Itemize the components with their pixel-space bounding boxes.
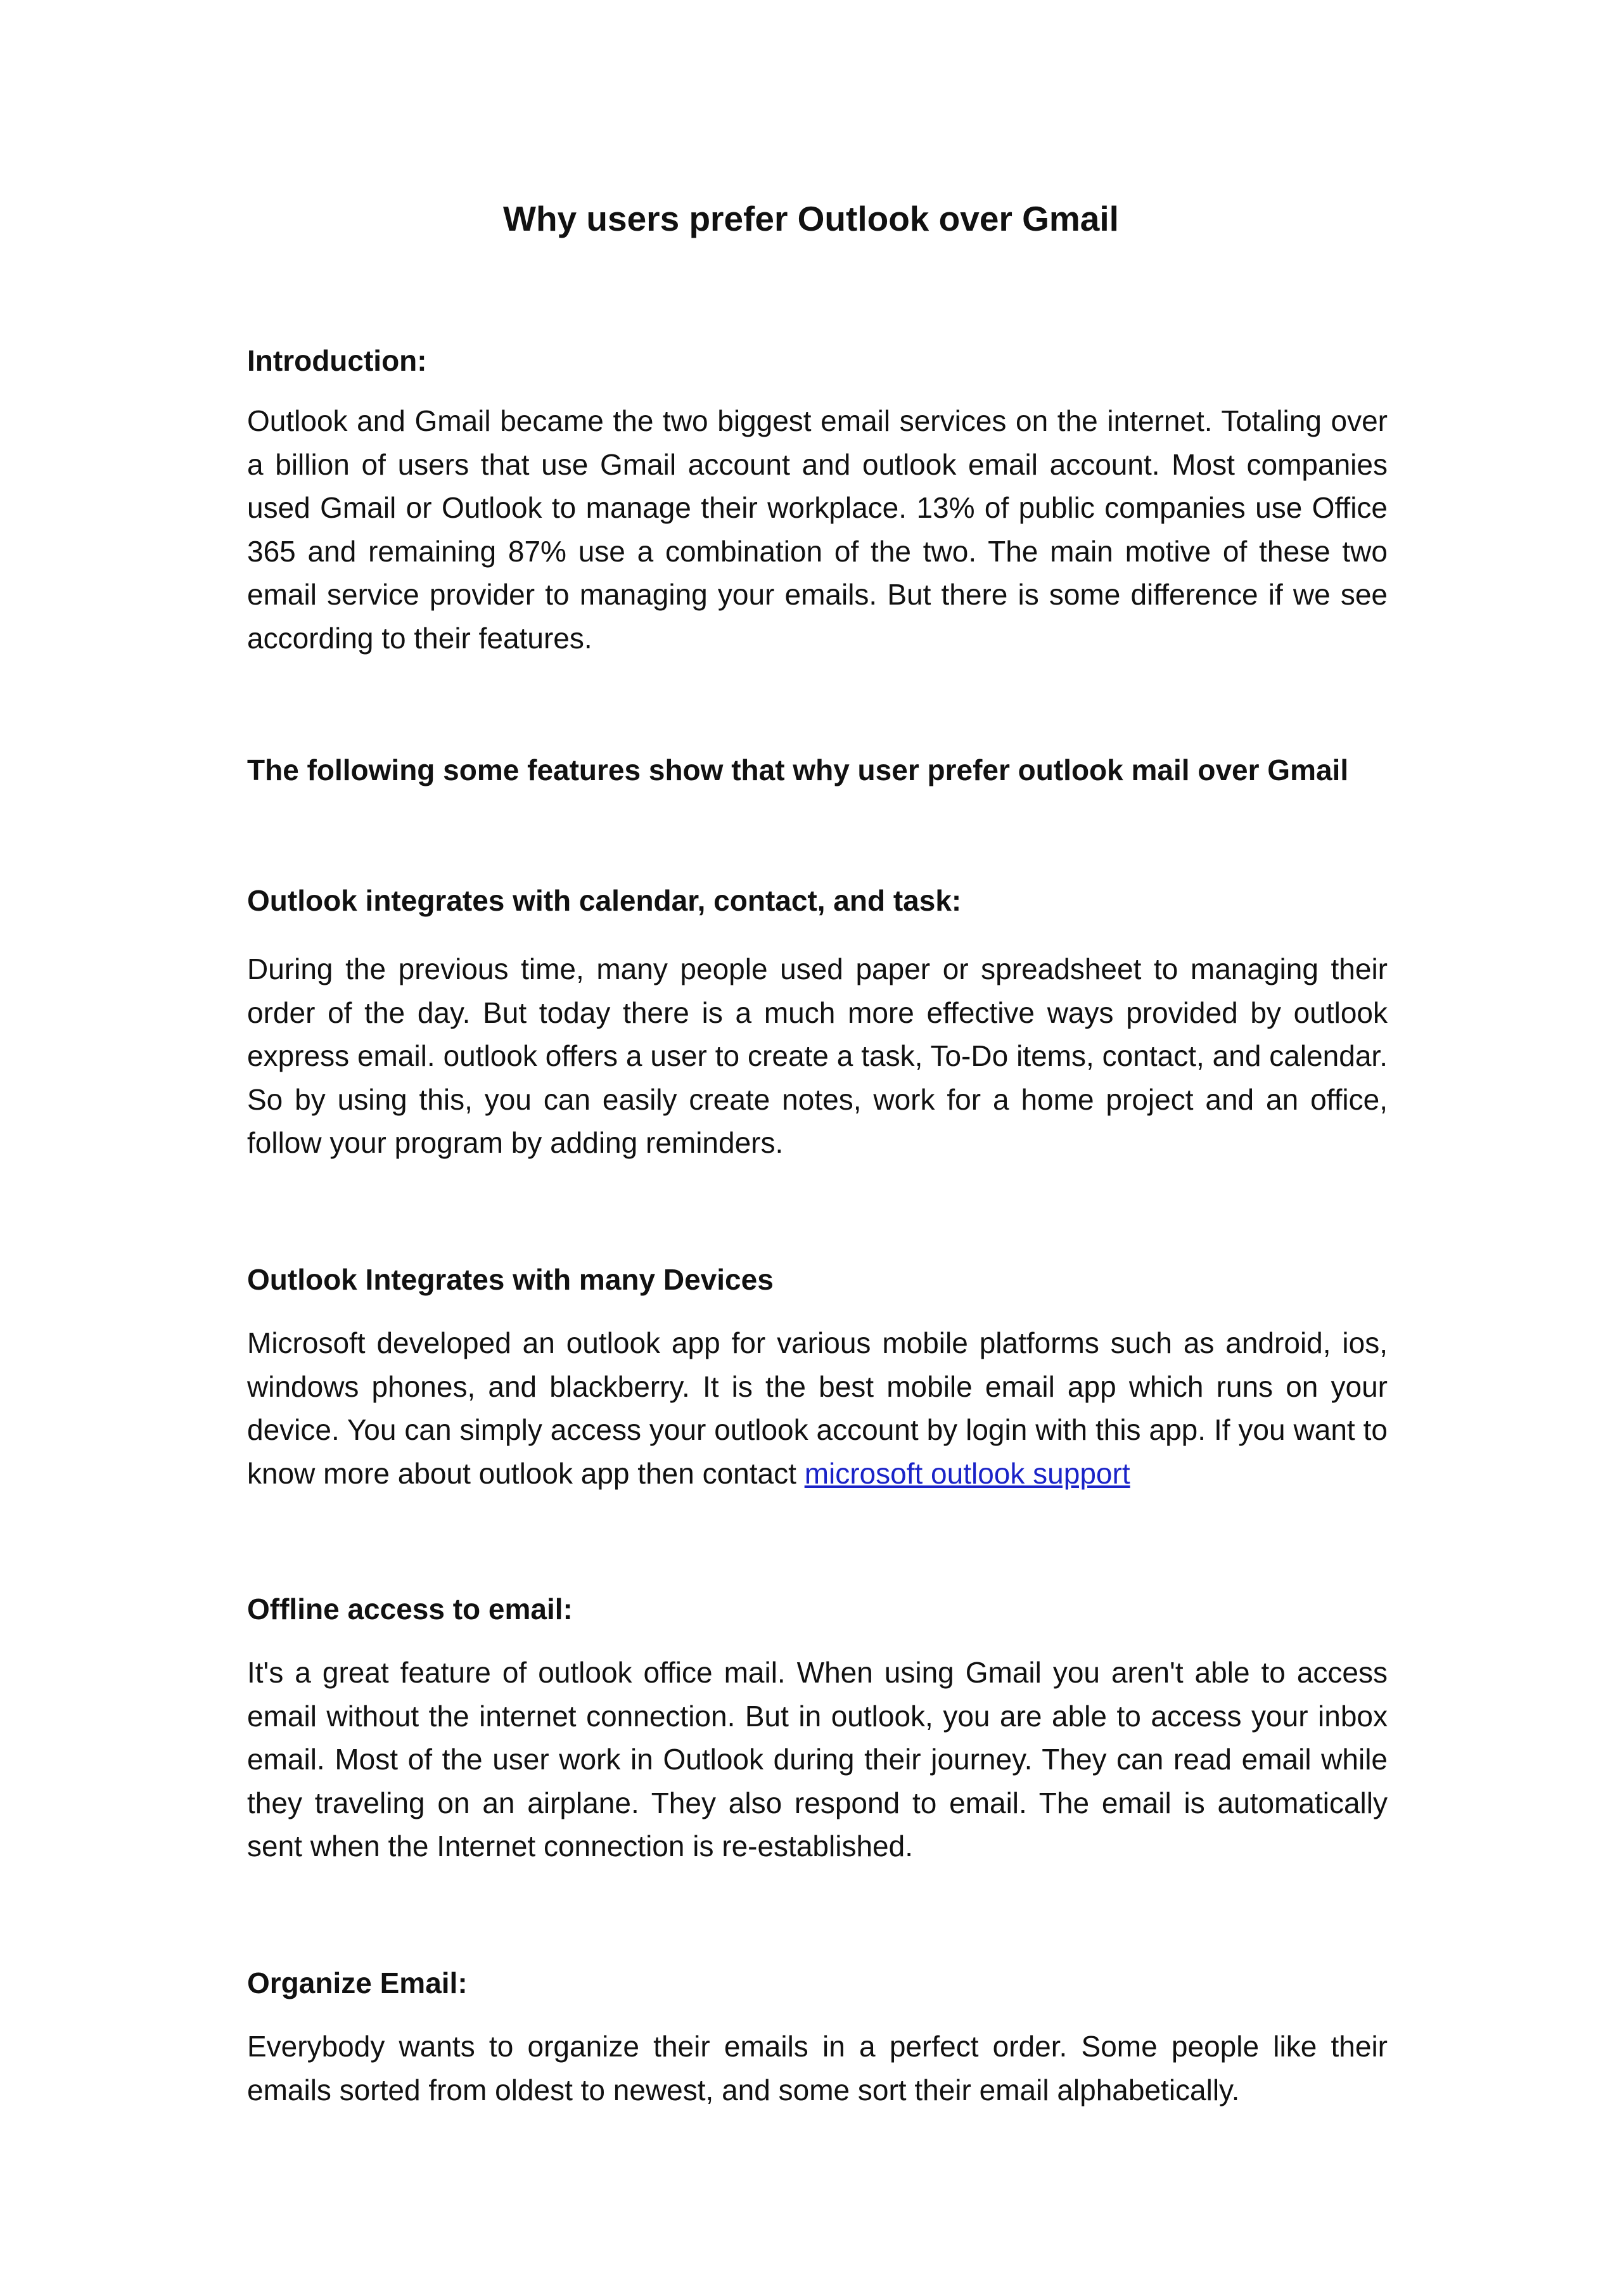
section-paragraph-devices-text: Microsoft developed an outlook app for various mobile platforms such as android, ios, windows phones, and blackberry. It is the best mobile email app which runs on your device. You can simply access your outlook account by login with this app. If you want to know more about outlook app then contact [247,1326,1388,1490]
section-heading-calendar: Outlook integrates with calendar, contact, and task: [247,884,962,917]
section-heading-devices: Outlook Integrates with many Devices [247,1263,774,1296]
section-heading-organize: Organize Email: [247,1966,468,1999]
section-paragraph-devices [247,1321,1388,1495]
features-intro-heading: The following some features show that why user prefer outlook mail over Gmail [247,754,1349,786]
microsoft-outlook-support-link[interactable]: microsoft outlook support [804,1456,1130,1490]
section-paragraph-calendar: During the previous time, many people used paper or spreadsheet to managing their order of the day. But today there is a much more effective ways provided by outlook express email. outlook offers a user to create a task, To-Do items, contact, and calendar. So by using this, you can easily create notes, work for a home project and an office, follow your program by adding reminders. [247,952,1388,1159]
section-paragraph-offline: It's a great feature of outlook office mail. When using Gmail you aren't able to access email without the internet connection. But in outlook, you are able to access your inbox email. Most of the user work in Outlook during their journey. They can read email while they traveling on an airplane. They also respond to email. The email is automatically sent when the Internet connection is re-established. [247,1656,1388,1863]
introduction-paragraph: Outlook and Gmail became the two biggest email services on the internet. Totaling over a billion of users that use Gmail account and outlook email account. Most companies used Gmail or Outlook to manage their workplace. 13% of public companies use Office 365 and remaining 87% use a combination of the two. The main motive of these two email service provider to managing your emails. But there is some difference if we see according to their features. [247,404,1388,655]
section-paragraph-organize: Everybody wants to organize their emails in a perfect order. Some people like their emails sorted from oldest to newest, and some sort their email alphabetically. [247,2030,1388,2107]
introduction-heading: Introduction: [247,344,427,377]
section-heading-offline: Offline access to email: [247,1593,573,1626]
page-title: Why users prefer Outlook over Gmail [503,199,1119,238]
